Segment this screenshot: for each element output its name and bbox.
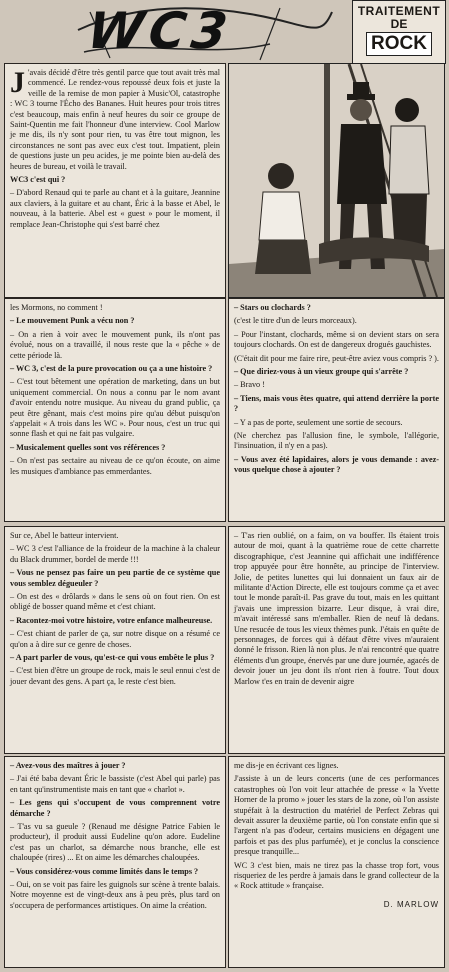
commentary: WC 3 c'est bien, mais ne tirez pas la chasse trop fort, vous risqueriez de les perdre à jamais dans le grand collecteur de la « Rock attitude » française. xyxy=(234,860,439,891)
question: – Que diriez-vous à un vieux groupe qui s'arrête ? xyxy=(234,367,409,377)
page-header xyxy=(0,0,449,64)
rubric-line-3: ROCK xyxy=(366,32,432,56)
rubric-box xyxy=(352,0,446,64)
question: – WC 3, c'est de la pure provocation ou ça a une histoire ? xyxy=(10,364,213,374)
question: – Racontez-moi votre histoire, votre enfance malheureuse. xyxy=(10,615,213,625)
answer: (C'était dit pour me faire rire, peut-être aviez vous compris ? ). xyxy=(234,353,439,363)
question: – Tiens, mais vous êtes quatre, qui attend derrière la porte ? xyxy=(234,393,439,414)
question: – Le mouvement Punk a vécu non ? xyxy=(10,316,135,326)
answer: – Y a pas de porte, seulement une sortie de secours. xyxy=(234,417,403,427)
answer: Sur ce, Abel le batteur intervient. xyxy=(10,531,119,540)
answer: – On n'est pas sectaire au niveau de ce qu'on écoute, on aime les musiques d'ambiance pas emmerdantes. xyxy=(10,456,220,476)
intro-paragraph: J 'avais décidé d'être très gentil parce que tout avait très mal commencé. Le rendez-vous repoussé deux fois et juste la veille de la remise de mon papier à Music'Ol, catastrophe : WC 3 tourne l'Écho des Bananes. Huit heures pour trois titres c'est beaucoup, mais enfin à neuf heures du soir ce groupe de Saint-Quentin me fait l'honneur d'une interview. Cool Marlow je me dis, ils n'y sont pour rien, tu vas être tout mignon, les circonstances ne sont pas avec eux c'est tout. Impatient, plein de questions juste un peu acides, je me pointe bien au-delà des heures de bureau, et voilà le travail. xyxy=(10,66,220,171)
commentary: J'assiste à un de leurs concerts (une de ces performances catastrophes où l'on voit leur attachée de presse « la Yvette Horner de la promo » jouer les stars de la zone, où l'on assiste stupéfait à la destruction du matériel de Perfect Zebras qui devait assurer la deuxième partie, où l'on constate enfin que si l'argent n'a pas d'odeur, certains musiciens en dégagent une parfois et pas des plus parfumée), et je conclus la conscience presque tranquille... xyxy=(234,774,439,857)
question: – Vous considérez-vous comme limités dans le temps ? xyxy=(10,866,199,876)
band-logo: WC3 xyxy=(83,2,237,60)
interview-box-3 xyxy=(228,298,445,522)
rubric-line-1: TRAITEMENT xyxy=(357,4,441,18)
question: – Vous ne pensez pas faire un peu partie de ce système que vous semblez dégueuler ? xyxy=(10,568,220,588)
answer: – C'est tout bêtement une opération de marketing, dans un but uniquement commercial. On nous a connu par le nom avant d'avoir entendu notre musique. Au niveau du grand public, ça peut être gênant, mais c'est moins pire qu'au début puisqu'on s'appelait « A trois dans les WC ». Pour nous, c'est un truc qui sonne flash et qui ne fait pas vulgaire. xyxy=(10,377,220,439)
rubric-line-2: DE xyxy=(390,17,408,31)
question: – Avez-vous des maîtres à jouer ? xyxy=(10,761,126,770)
interview-box-6 xyxy=(4,756,226,968)
answer: – C'est chiant de parler de ça, sur notre disque on a résumé ce qu'on a à dire sur ce genre de choses. xyxy=(10,629,220,649)
interview-box-2 xyxy=(4,298,226,522)
answer: les Mormons, no comment ! xyxy=(10,303,103,312)
commentary: – T'as rien oublié, on a faim, on va bouffer. Ils étaient trois autour de moi, quant à la quatrième roue de cette charrette discographique, c'est Jeannine qui affichait une indifférence trop appuyée pour être honnête, au principe de l'interview. Jolie, de petites lunettes qui lui donnaient un faux air de militante d'Action Directe, elle est toujours comme ça et avec tout le monde paraît-il. Pas grave du tout, mais en les quittant j'avais une impression bizarre. Leur disque, à vrai dire, m'avait intéressé sans m'emballer. Rien de neuf là dedans. Une resucée de tous les vieux thèmes punk. J'étais en quête de personnages, de forces qui à défaut d'être vives m'auraient donné le frisson. Rien là non plus. Je n'ai rencontré que quatre éléments d'un groupe, énervés par une dure journée, agacés de devoir jouer un jeu dont ils n'ont rien à foutre. Tout doux Marlow t'es en train de devenir aigre xyxy=(234,531,439,686)
question: – Vous avez été lapidaires, alors je vous demande : avez-vous quelque chose à ajouter ? xyxy=(234,454,439,475)
answer: – T'as vu sa gueule ? (Renaud me désigne Patrice Fabien le producteur), il produit aussi Eudeline qu'on adore. Eudeline c'est pas un charlot, sa démarche nous branche, elle est chaloupée (rires) ... Et on aime les démarches chaloupées. xyxy=(10,822,220,863)
interview-box-5 xyxy=(228,526,445,754)
interview-box-4 xyxy=(4,526,226,754)
answer: – Oui, on se voit pas faire les guignols sur scène à trente balais. Notre moyenne est de vingt-deux ans à peu près, plus tard on s'occupera de performances artistiques. On aime la création. xyxy=(10,880,220,910)
commentary: me dis-je en écrivant ces lignes. xyxy=(234,761,339,770)
answer: – J'ai été baba devant Éric le bassiste (c'est Abel qui parle) pas en tant qu'instrumentiste mais en tant que « charlot ». xyxy=(10,774,220,794)
author-signature: D. MARLOW xyxy=(383,899,439,909)
question: – A part parler de vous, qu'est-ce qui vous embête le plus ? xyxy=(10,653,215,663)
question: WC3 c'est qui ? xyxy=(10,175,66,185)
band-photo-illustration xyxy=(229,64,444,297)
answer: – On est des « drôlards » dans le sens où on fout rien. On est obligé de bosser quand même et c'est chiant. xyxy=(10,592,220,612)
intro-box xyxy=(4,63,226,298)
answer: (c'est le titre d'un de leurs morceaux). xyxy=(234,316,357,326)
answer: – D'abord Renaud qui te parle au chant et à la guitare, Jeannine aux claviers, à la guitare et au chant, Éric à la basse et Abel, le nouveau, à la batterie. Abel est « guest » pour le moment, il remplace Jean-Christophe qui s'est barré chez xyxy=(10,188,220,229)
answer: – WC 3 c'est l'alliance de la froideur de la machine à la chaleur du Black drummer, bordel de merde !!! xyxy=(10,544,220,564)
answer: – Bravo ! xyxy=(234,380,265,390)
answer: – On a rien à voir avec le mouvement punk, ils n'ont pas évolué, nous on a travaillé, il nous reste que la « pêche » de cette période là. xyxy=(10,329,220,360)
answer: – Pour l'instant, clochards, même si on devient stars on sera toujours clochards. On est de dangereux drogués gauchistes. xyxy=(234,329,439,350)
band-photo xyxy=(228,63,445,298)
answer: – C'est bien d'être un groupe de rock, mais le seul ennui c'est de jouer devant des gens. A part ça, le reste c'est bien. xyxy=(10,666,220,686)
question: – Stars ou clochards ? xyxy=(234,303,311,312)
dropcap: J xyxy=(10,66,25,99)
interview-box-7 xyxy=(228,756,445,968)
question: – Les gens qui s'occupent de vous comprennent votre démarche ? xyxy=(10,798,220,818)
answer: (Ne cherchez pas l'allusion fine, le symbole, l'allégorie, l'insinuation, il n'y en a pas). xyxy=(234,431,439,451)
question: – Musicalement quelles sont vos références ? xyxy=(10,442,166,452)
